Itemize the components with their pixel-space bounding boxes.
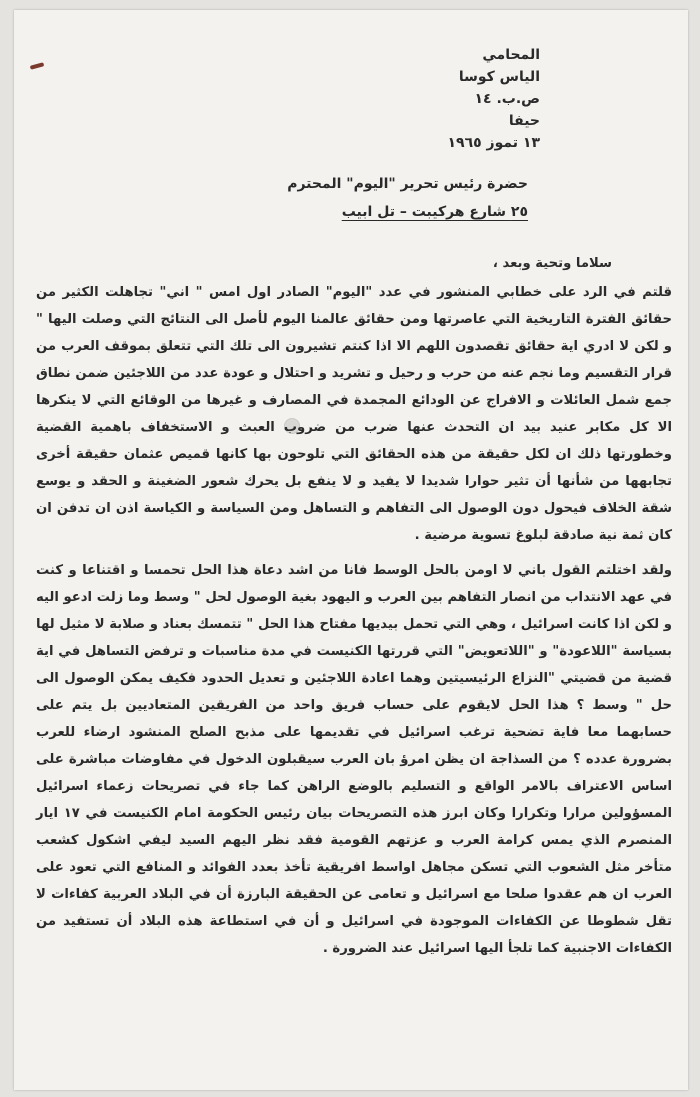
letter-date: ١٣ تموز ١٩٦٥	[447, 135, 540, 151]
ink-mark	[30, 62, 45, 69]
letter-body	[36, 250, 672, 962]
paragraph-2: ولقد اختلتم القول باني لا اومن بالحل الوسط فانا من اشد دعاة هذا الحل تحمسا و اقتناعا و كنت في عهد الانتداب من انصار التفاهم بين العرب و اليهود بغية الوصول لحل " وسط وما زلت ادعو اليه و لكن اذا كانت اسرائيل ، وهي التي تحمل بيديها مفتاح هذا الحل " تتمسك بعناد و صلابة لا مثيل لها بسياسة "اللاعودة" و "اللاتعويض" التي قررتها الكنيست في مدة مناسبات و ترفض التساهل في اية قضية من قضيتي "النزاع الرئيسيتين وهما اعادة اللاجئين و تعديل الحدود فكيف يمكن الوصول الى حل " وسط ؟ هذا الحل لايقوم على حساب فريق واحد من الفريقين المتعاديين بل يتم على حسابهما معا فاية تضحية ترغب اسرائيل في تقديمها على مذبح الصلح المنشود ارضاء للعرب بضرورة عدده ؟ من السذاجة ان يظن امرؤ بان العرب سيقبلون الدخول في مفاوضات مباشرة على اساس الاعتراف بالامر الواقع و التسليم بالوضع الراهن كما جاء في تصريحات زعماء اسرائيل المسؤولين مرارا وتكرارا وكان ابرز هذه التصريحات بيان رئيس الحكومة امام الكنيست في ١٧ ايار المنصرم الذي يمس كرامة العرب و عزتهم القومية فقد نظر اليهم السيد ليفي اشكول كشعب متأخر مثل الشعوب التي تسكن مجاهل اواسط افريقية تأخذ بعدد الفوائد و المنافع التي تعود على العرب ان هم عقدوا صلحا مع اسرائيل و تعامى عن الحقيقة البارزة أن في البلاد العربية كفاءات لا تقل شطوطا عن الكفاءات الموجودة في اسرائيل و أن في استطاعة هذه البلاد أن تستفيد من الكفاءات الاجنبية كما تلجأ اليها اسرائيل عند الضرورة .	[36, 563, 673, 956]
sender-title: المحامي	[482, 47, 540, 63]
addressee-title: حضرة رئيس تحرير "اليوم" المحترم	[287, 176, 528, 192]
letter-page	[14, 10, 688, 1090]
sender-po-box: ص.ب. ١٤	[474, 91, 540, 107]
sender-city: حيفا	[508, 113, 540, 129]
addressee-block	[128, 170, 528, 226]
greeting: سلاما وتحية وبعد ،	[492, 256, 612, 271]
paragraph-1: قلتم في الرد على خطابي المنشور في عدد "اليوم" الصادر اول امس " اني" تجاهلت الكثير من حقائق الفترة التاريخية التي عاصرتها ومن حقائق عالمنا اليوم لأصل الى النتائج التي وصلت اليها " و لكن لا ادري اية حقائق تقصدون اللهم الا اذا كنتم تشيرون الى تلك التي تتعلق بموقف العرب من قرار التقسيم وما نجم عنه من حرب و رحيل و تشريد و احتلال و عودة عدد من اللاجئين ضمن نطاق جمع شمل العائلات و الافراج عن الودائع المجمدة في المصارف و غيرها من الوقائع التي لا ينكرها الا كل مكابر عنيد بيد ان التحدث عنها ضرب من ضروب العبث و الاستخفاف باهمية القضية وخطورتها ذلك ان لكل حقيقة من هذه الحقائق التي تلوحون بها كانها قميص عثمان حقيقة أخرى تجابهها من شأنها أن تثير حوارا شديدا لا يفيد و لا ينفع بل يحرك شعور الضغينة و الحقد و يوسع شقة الخلاف فيحول دون الوصول الى التفاهم و التساهل ومن السياسة و الكياسة اذن ان تدفن ان كان ثمة نية صادقة لبلوغ تسوية مرضية .	[36, 285, 672, 543]
addressee-address: ٢٥ شارع هركيبت – تل ابيب	[341, 204, 528, 220]
sender-block	[340, 44, 540, 154]
sender-name: الياس كوسا	[458, 69, 540, 85]
